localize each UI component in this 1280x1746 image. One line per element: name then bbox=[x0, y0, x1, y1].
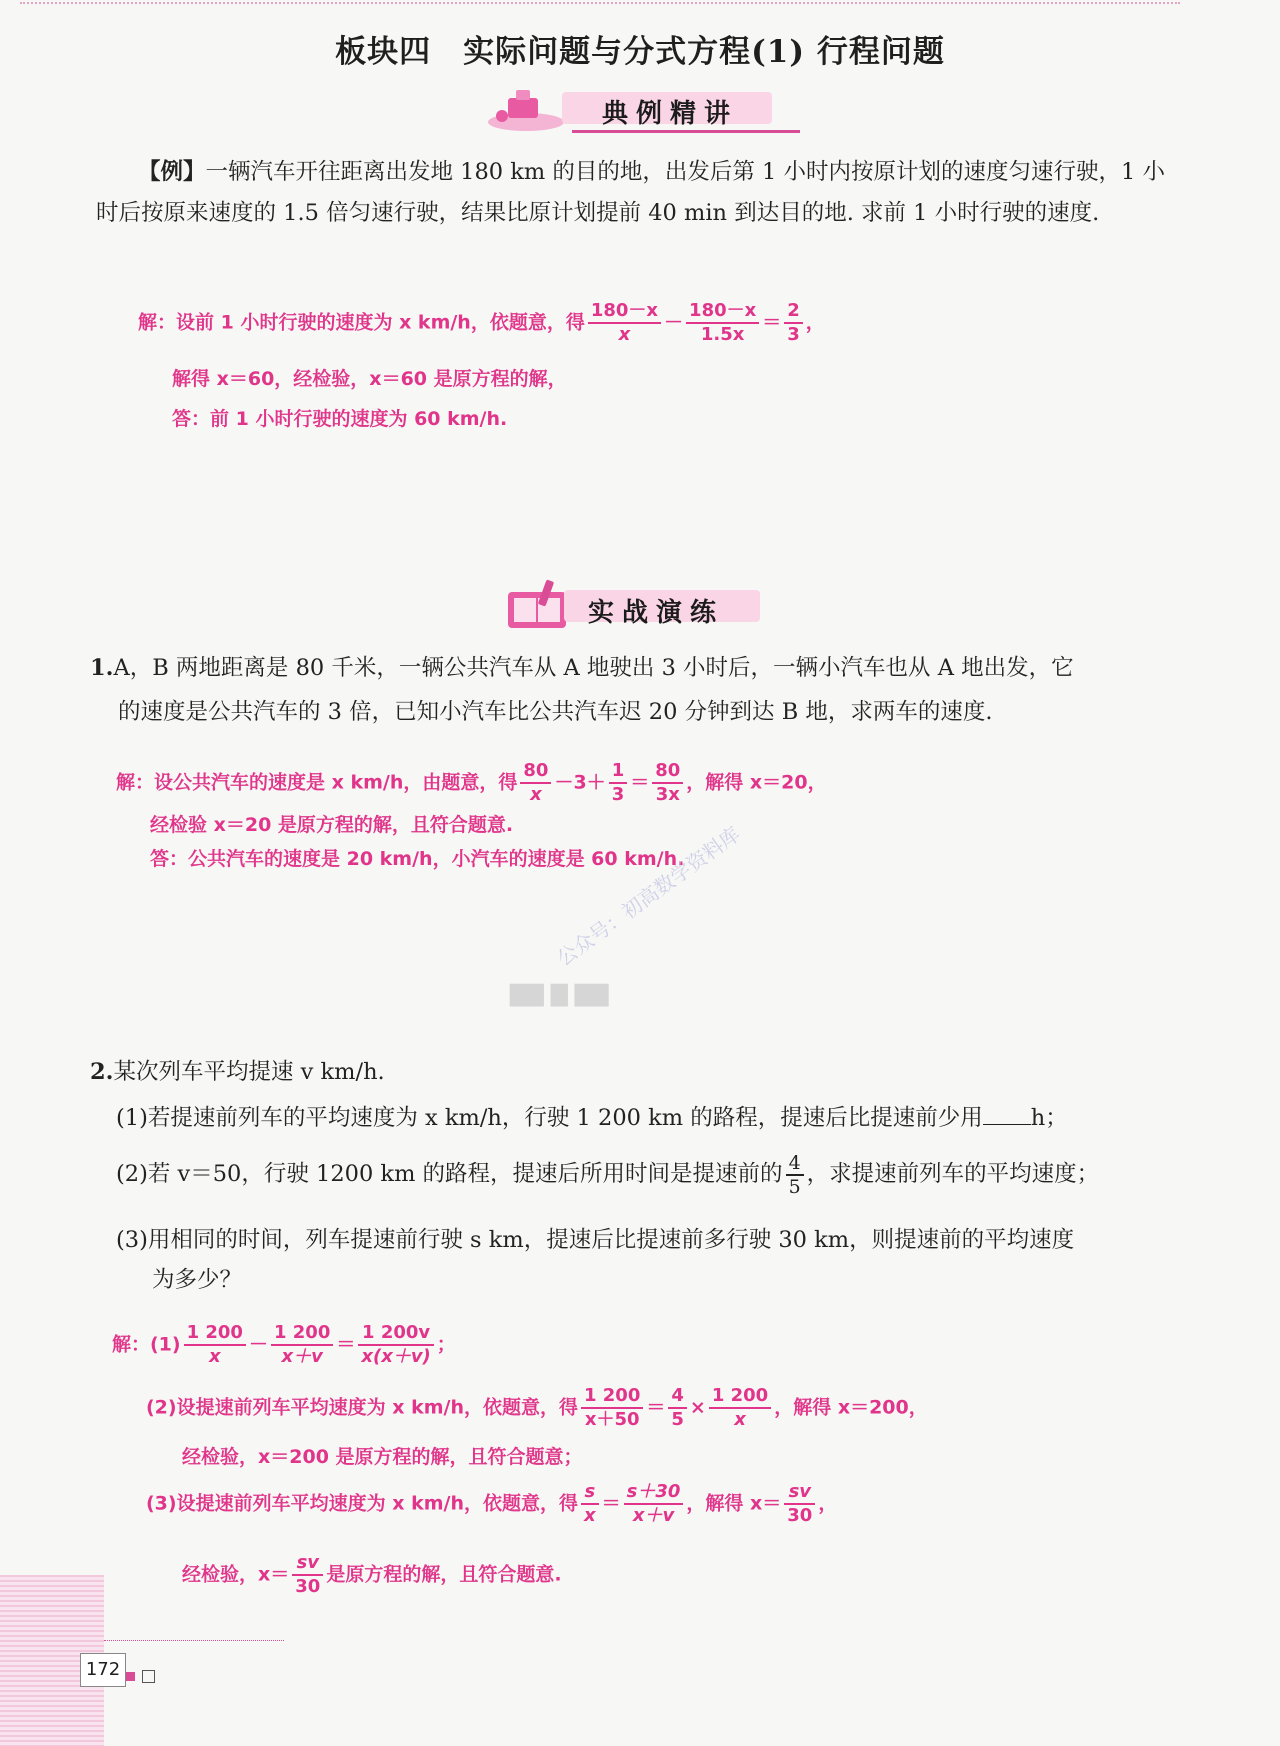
footer-marker bbox=[126, 1672, 135, 1681]
question-text: ，求提速前列车的平均速度； bbox=[806, 1161, 1100, 1187]
solution-text: ， bbox=[818, 1492, 838, 1515]
numerator: 1 bbox=[609, 760, 628, 784]
question-1-line-1 bbox=[90, 648, 1074, 689]
question-text: (2)若 v＝50，行驶 1200 km 的路程，提速后所用时间是提速前的 bbox=[116, 1161, 783, 1187]
fraction bbox=[624, 1481, 684, 1527]
fraction bbox=[358, 1322, 433, 1368]
footer-dotted-rule bbox=[104, 1640, 284, 1641]
question-text: (1)若提速前列车的平均速度为 x km/h，行驶 1 200 km 的路程，提速后比提速前少用 bbox=[116, 1105, 983, 1131]
denominator: 30 bbox=[295, 1576, 321, 1597]
section-heading-practice: 实战演练 bbox=[588, 598, 725, 628]
bleed-through-decoration: ▇▇ ▇ ▇▇ bbox=[510, 982, 609, 1007]
question-2-part-3-line-1: (3)用相同的时间，列车提速前行驶 s km，提速后比提速前多行驶 30 km，则提速前的平均速度 bbox=[116, 1227, 1075, 1253]
solution-text: ，解得 x＝ bbox=[686, 1492, 782, 1515]
question-2-part-1 bbox=[116, 1098, 1068, 1139]
operator: ＝ bbox=[601, 1492, 621, 1515]
denominator: x bbox=[208, 1346, 221, 1367]
section-heading-examples: 典例精讲 bbox=[602, 99, 739, 129]
numerator: s＋30 bbox=[624, 1481, 684, 1505]
numerator: 80 bbox=[520, 760, 551, 784]
solution-text: ， bbox=[805, 311, 825, 334]
denominator: x bbox=[618, 324, 631, 345]
operator: ＝ bbox=[630, 771, 650, 794]
example-problem bbox=[96, 152, 1178, 234]
numerator: 180－x bbox=[588, 300, 661, 324]
question-text: A，B 两地距离是 80 千米，一辆公共汽车从 A 地驶出 3 小时后，一辆小汽车也从 A 地出发，它 bbox=[113, 655, 1074, 681]
footer-square-icon bbox=[142, 1670, 155, 1683]
numerator: 1 200 bbox=[581, 1385, 643, 1409]
solution-text: 解：设前 1 小时行驶的速度为 x km/h，依题意，得 bbox=[138, 311, 585, 334]
fraction bbox=[652, 760, 683, 806]
solution-text: －3＋ bbox=[554, 771, 606, 794]
numerator: s bbox=[581, 1481, 599, 1505]
solution-text: 是原方程的解，且符合题意. bbox=[326, 1563, 562, 1586]
denominator: 3 bbox=[611, 784, 625, 805]
denominator: x＋50 bbox=[584, 1409, 640, 1430]
example-text: 一辆汽车开往距离出发地 180 km 的目的地，出发后第 1 小时内按原计划的速度匀速行驶，1 小时后按原来速度的 1.5 倍匀速行驶，结果比原计划提前 40 min 到达目的地. 求前 1 小时行驶的速度. bbox=[96, 159, 1165, 226]
fraction bbox=[581, 1385, 643, 1431]
solution-text: (2)设提速前列车平均速度为 x km/h，依题意，得 bbox=[146, 1396, 578, 1419]
question-1-solution-line-2: 经检验 x＝20 是原方程的解，且符合题意. bbox=[150, 814, 514, 836]
fraction bbox=[292, 1552, 323, 1598]
denominator: x bbox=[583, 1505, 596, 1526]
numerator: 2 bbox=[784, 300, 803, 324]
numerator: 1 200v bbox=[358, 1322, 433, 1346]
answer-blank[interactable] bbox=[983, 1124, 1031, 1125]
operator: － bbox=[248, 1333, 268, 1356]
numerator: 4 bbox=[786, 1152, 804, 1176]
top-dotted-rule bbox=[20, 2, 1180, 4]
question-1-line-2: 的速度是公共汽车的 3 倍，已知小汽车比公共汽车迟 20 分钟到达 B 地，求两车的速度. bbox=[118, 699, 993, 725]
denominator: x bbox=[530, 784, 542, 805]
section-banner-practice bbox=[498, 584, 798, 634]
question-text: h； bbox=[1030, 1105, 1068, 1131]
fraction bbox=[609, 760, 628, 806]
example-solution-line-2: 解得 x＝60，经检验，x＝60 是原方程的解， bbox=[172, 368, 567, 390]
page-number: 172 bbox=[80, 1653, 126, 1687]
operator: ＝ bbox=[762, 311, 782, 334]
question-1-solution-line-3: 答：公共汽车的速度是 20 km/h，小汽车的速度是 60 km/h. bbox=[150, 848, 685, 870]
question-2-stem bbox=[90, 1052, 385, 1093]
denominator: x(x＋v) bbox=[361, 1346, 431, 1367]
numerator: 180－x bbox=[686, 300, 759, 324]
fraction bbox=[786, 1152, 804, 1198]
numerator: 4 bbox=[668, 1385, 687, 1409]
section-banner-examples bbox=[480, 86, 780, 136]
question-text: 某次列车平均提速 v km/h. bbox=[113, 1059, 385, 1085]
denominator: x＋v bbox=[281, 1346, 323, 1367]
numerator: 1 200 bbox=[709, 1385, 771, 1409]
denominator: x bbox=[734, 1409, 746, 1430]
solution-text: 经检验，x＝ bbox=[182, 1563, 290, 1586]
fraction bbox=[184, 1322, 246, 1368]
question-2-part-3-line-2: 为多少？ bbox=[152, 1267, 243, 1293]
watermark: 公众号：初高数学资料库 bbox=[552, 821, 745, 971]
question-2-part-2 bbox=[116, 1152, 1099, 1198]
question-2-solution-a bbox=[112, 1322, 456, 1368]
solution-text: ； bbox=[436, 1333, 456, 1356]
question-1-solution-line-1 bbox=[116, 760, 827, 806]
operator: × bbox=[689, 1396, 706, 1419]
solution-text: (3)设提速前列车平均速度为 x km/h，依题意，得 bbox=[146, 1492, 578, 1515]
denominator: 3x bbox=[655, 784, 680, 805]
fraction bbox=[581, 1481, 599, 1527]
numerator: 1 200 bbox=[184, 1322, 246, 1346]
fraction bbox=[520, 760, 551, 806]
fraction bbox=[668, 1385, 687, 1431]
question-2-solution-b-check: 经检验，x＝200 是原方程的解，且符合题意； bbox=[182, 1446, 583, 1468]
fraction bbox=[709, 1385, 771, 1431]
solution-text: 解：设公共汽车的速度是 x km/h，由题意，得 bbox=[116, 771, 518, 794]
numerator: 1 200 bbox=[271, 1322, 333, 1346]
denominator: 30 bbox=[787, 1505, 813, 1526]
numerator: sv bbox=[292, 1552, 323, 1576]
denominator: 3 bbox=[787, 324, 800, 345]
example-solution-line-1 bbox=[138, 300, 825, 346]
operator: － bbox=[664, 311, 684, 334]
page-title: 板块四 实际问题与分式方程(1) 行程问题 bbox=[335, 34, 945, 70]
denominator: 1.5x bbox=[700, 324, 745, 345]
operator: ＝ bbox=[646, 1396, 666, 1419]
question-2-solution-c-check bbox=[182, 1552, 562, 1598]
fraction bbox=[588, 300, 661, 346]
solution-text: ，解得 x＝200， bbox=[774, 1396, 928, 1419]
question-2-solution-c bbox=[146, 1481, 837, 1527]
fraction bbox=[784, 1481, 815, 1527]
numerator: sv bbox=[784, 1481, 815, 1505]
fraction bbox=[784, 300, 803, 346]
question-2-solution-b bbox=[146, 1385, 928, 1431]
banner-underline bbox=[572, 130, 800, 133]
denominator: 5 bbox=[671, 1409, 684, 1430]
denominator: 5 bbox=[788, 1176, 801, 1198]
question-number: 2. bbox=[90, 1059, 114, 1085]
solution-text: ，解得 x＝20， bbox=[686, 771, 827, 794]
solution-text: 解：(1) bbox=[112, 1333, 181, 1356]
fraction bbox=[686, 300, 759, 346]
example-solution-line-3: 答：前 1 小时行驶的速度为 60 km/h. bbox=[172, 408, 508, 430]
numerator: 80 bbox=[652, 760, 683, 784]
operator: ＝ bbox=[336, 1333, 356, 1356]
question-number: 1. bbox=[90, 655, 114, 681]
denominator: x＋v bbox=[632, 1505, 675, 1526]
fraction bbox=[271, 1322, 333, 1368]
example-label: 【例】 bbox=[138, 159, 206, 185]
